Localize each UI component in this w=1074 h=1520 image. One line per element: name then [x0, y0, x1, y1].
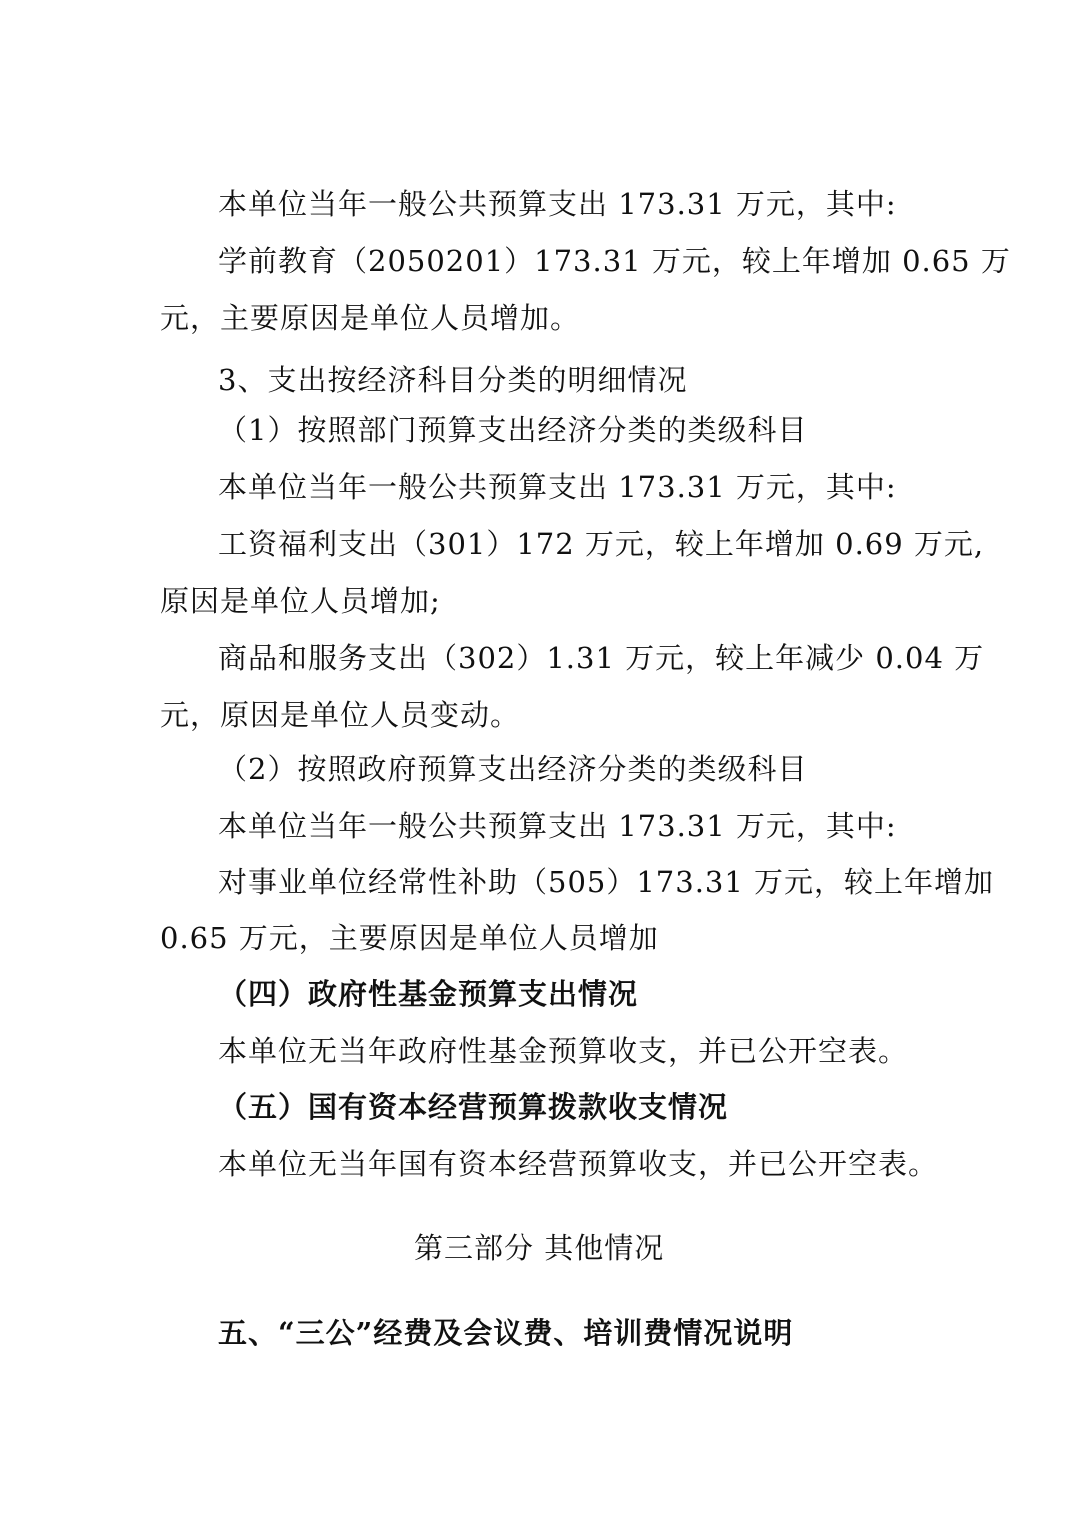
paragraph-line: 本单位当年一般公共预算支出 173.31 万元，其中: [218, 187, 897, 221]
paragraph-line: 本单位当年一般公共预算支出 173.31 万元，其中: [218, 809, 897, 843]
paragraph-line: 对事业单位经常性补助（505）173.31 万元，较上年增加 [218, 865, 995, 899]
section-heading: （五）国有资本经营预算拨款收支情况 [218, 1090, 729, 1124]
paragraph-line: 0.65 万元，主要原因是单位人员增加 [160, 921, 659, 955]
paragraph-line: 本单位当年一般公共预算支出 173.31 万元，其中: [218, 470, 897, 504]
subsection-heading: （2）按照政府预算支出经济分类的类级科目 [218, 752, 808, 786]
paragraph-line: 元，原因是单位人员变动。 [160, 698, 521, 732]
chapter-heading: 五、“三公”经费及会议费、培训费情况说明 [218, 1316, 794, 1350]
paragraph-line: 学前教育（2050201）173.31 万元，较上年增加 0.65 万 [218, 244, 1011, 278]
paragraph-line: 本单位无当年国有资本经营预算收支，并已公开空表。 [218, 1147, 939, 1181]
paragraph-line: 工资福利支出（301）172 万元，较上年增加 0.69 万元, [218, 527, 985, 561]
subsection-heading: （1）按照部门预算支出经济分类的类级科目 [218, 413, 808, 447]
section-subheading: 3、支出按经济科目分类的明细情况 [218, 363, 688, 397]
part-title: 第三部分 其他情况 [414, 1231, 665, 1265]
paragraph-line: 原因是单位人员增加; [160, 584, 441, 618]
section-heading: （四）政府性基金预算支出情况 [218, 977, 639, 1011]
paragraph-line: 元，主要原因是单位人员增加。 [160, 301, 581, 335]
paragraph-line: 本单位无当年政府性基金预算收支，并已公开空表。 [218, 1034, 909, 1068]
paragraph-line: 商品和服务支出（302）1.31 万元，较上年减少 0.04 万 [218, 641, 985, 675]
